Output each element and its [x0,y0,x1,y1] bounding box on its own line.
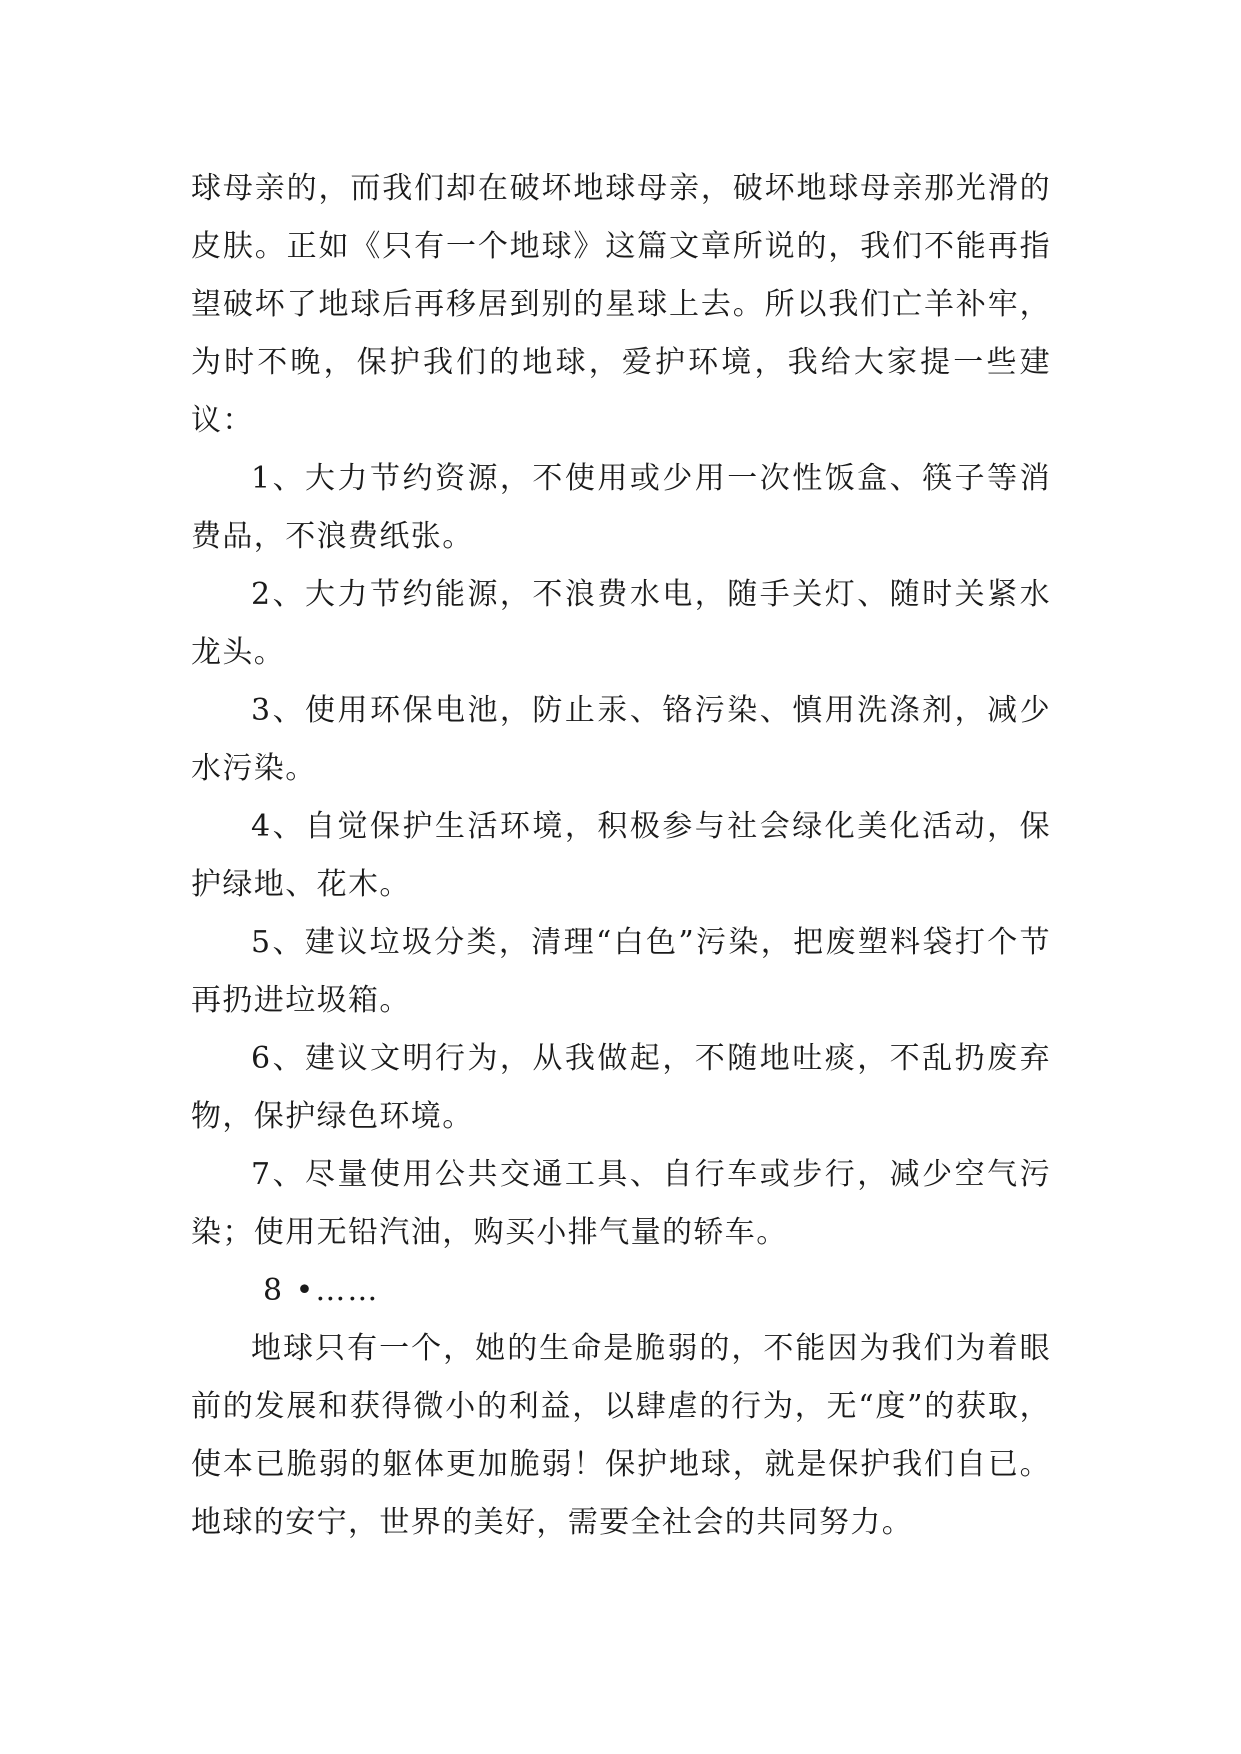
suggestion-item-4: 4、自觉保护生活环境，积极参与社会绿化美化活动，保护绿地、花木。 [191,809,1051,902]
suggestion-item-8: 8 •…… [263,1273,380,1308]
suggestion-item-3: 3、使用环保电池，防止汞、铬污染、慎用洗涤剂，减少水污染。 [191,693,1051,786]
suggestion-item-2: 2、大力节约能源，不浪费水电，随手关灯、随时关紧水龙头。 [191,577,1051,670]
document-page [191,160,1051,1552]
suggestion-item-1: 1、大力节约资源，不使用或少用一次性饭盒、筷子等消费品，不浪费纸张。 [191,461,1051,554]
conclusion-paragraph: 地球只有一个，她的生命是脆弱的，不能因为我们为着眼前的发展和获得微小的利益，以肆虐的行为，无“度”的获取，使本已脆弱的躯体更加脆弱！保护地球，就是保护我们自已。地球的安宁，世界的美好，需要全社会的共同努力。 [191,1331,1051,1540]
intro-paragraph: 球母亲的，而我们却在破坏地球母亲，破坏地球母亲那光滑的皮肤。正如《只有一个地球》这篇文章所说的，我们不能再指望破坏了地球后再移居到别的星球上去。所以我们亡羊补牢，为时不晚，保护我们的地球，爱护环境，我给大家提一些建议： [191,171,1051,438]
suggestion-item-7: 7、尽量使用公共交通工具、自行车或步行，减少空气污染；使用无铅汽油，购买小排气量的轿车。 [191,1157,1051,1250]
suggestion-item-6: 6、建议文明行为，从我做起，不随地吐痰，不乱扔废弃物，保护绿色环境。 [191,1041,1051,1134]
suggestion-item-5: 5、建议垃圾分类，清理“白色”污染，把废塑料袋打个节再扔进垃圾箱。 [191,925,1051,1018]
